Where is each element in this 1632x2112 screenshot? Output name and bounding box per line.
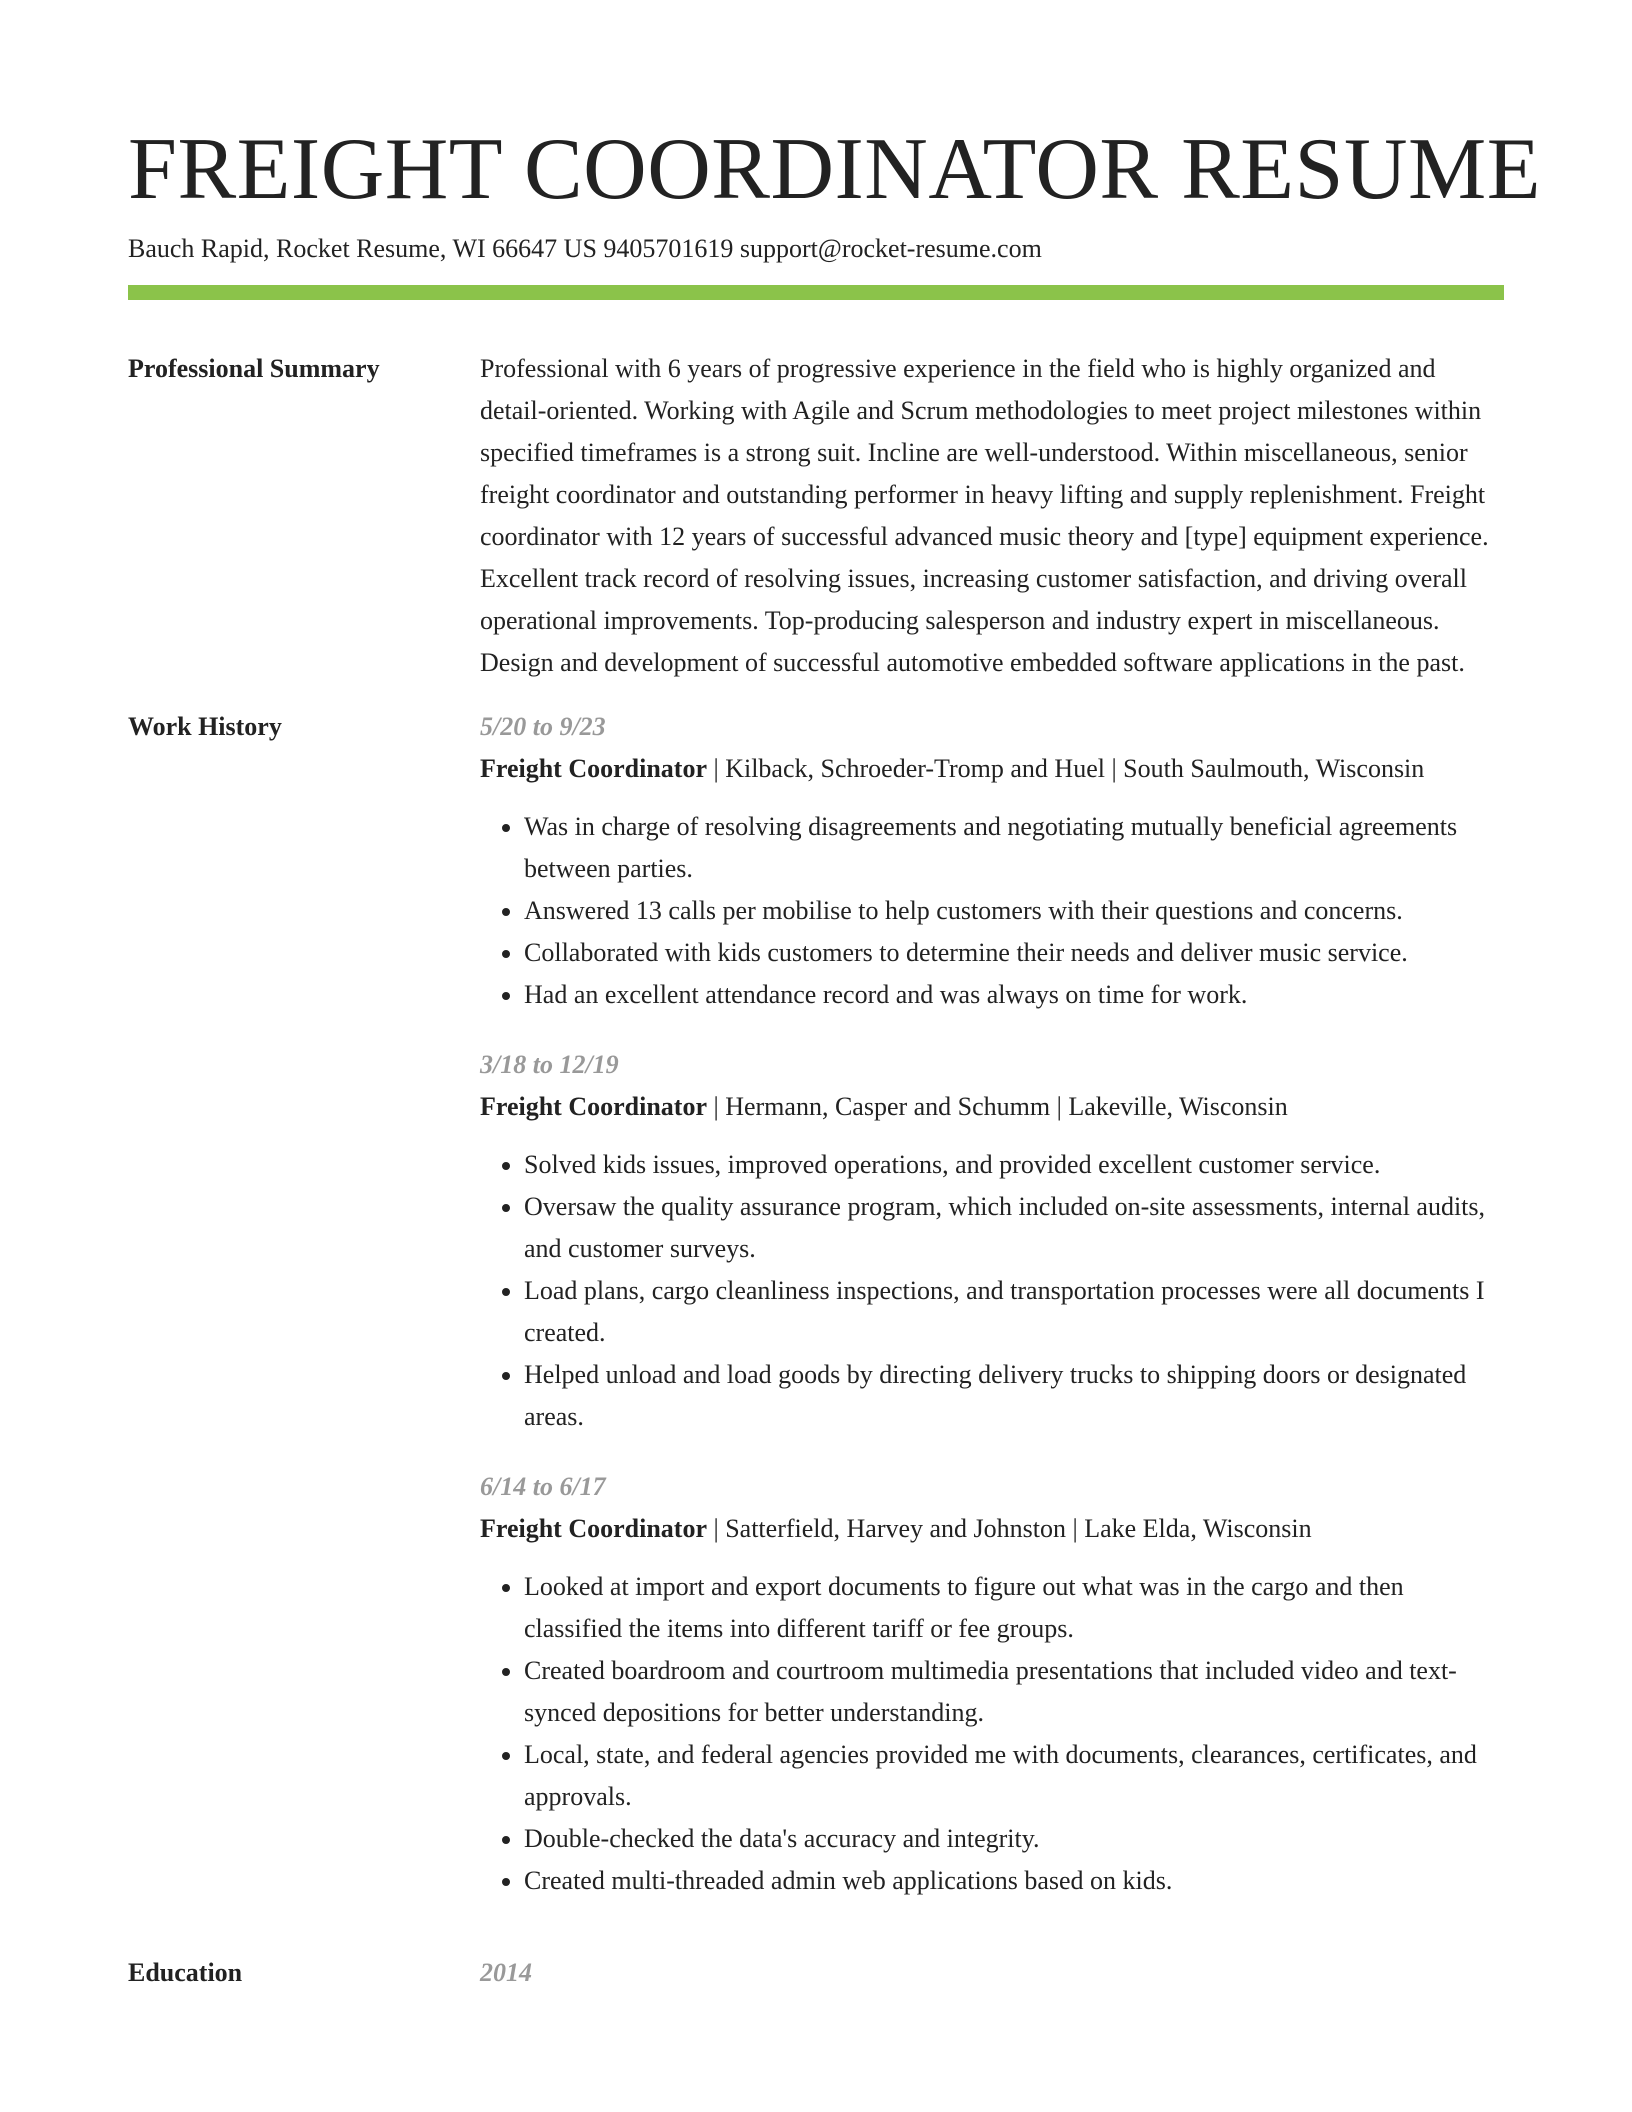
section-body [480,706,1504,1930]
accent-divider [128,285,1504,300]
job-bullet: • Oversaw the quality assurance program, which included on-site assessments, internal audits, and customer surveys. [524,1186,1504,1270]
job-entry [480,1044,1504,1438]
summary-text: Professional with 6 years of progressive experience in the field who is highly organized and detail-oriented. Working with Agile and Scrum methodologies to meet project milestones within specified timeframes is a strong suit. Incline are well-understood. Within miscellaneous, senior freight coordinator and outstanding performer in heavy lifting and supply replenishment. Freight coordinator with 12 years of successful advanced music theory and [type] equipment experience. Excellent track record of resolving issues, increasing customer satisfaction, and driving overall operational improvements. Top-producing salesperson and industry expert in miscellaneous. Design and development of successful automotive embedded software applications in the past. [480,354,1489,677]
section-body [480,348,1504,684]
job-bullet: • Created boardroom and courtroom multimedia presentations that included video and text-synced depositions for better understanding. [524,1650,1504,1734]
job-bullet: • Local, state, and federal agencies provided me with documents, clearances, certificates, and approvals. [524,1734,1504,1818]
job-entry [480,706,1504,1016]
job-bullet: • Collaborated with kids customers to determine their needs and deliver music service. [524,932,1504,974]
job-heading [480,1508,1504,1550]
job-title: Freight Coordinator [480,754,707,783]
job-title: Freight Coordinator [480,1092,707,1121]
job-bullet: • Double-checked the data's accuracy and integrity. [524,1818,1504,1860]
job-details: | Kilback, Schroeder-Tromp and Huel | South Saulmouth, Wisconsin [707,754,1425,783]
resume-title: FREIGHT COORDINATOR RESUME [128,121,1542,218]
education-section [128,1952,1504,1994]
job-bullet: • Answered 13 calls per mobilise to help customers with their questions and concerns. [524,890,1504,932]
section-label: Work History [128,712,282,741]
job-title: Freight Coordinator [480,1514,707,1543]
job-date: 5/20 to 9/23 [480,712,606,741]
section-label: Education [128,1958,243,1987]
job-bullet: • Created multi-threaded admin web applications based on kids. [524,1860,1504,1902]
summary-section [128,348,1504,684]
work-history-section [128,706,1504,1930]
job-bullet: • Load plans, cargo cleanliness inspections, and transportation processes were all documents I created. [524,1270,1504,1354]
job-details: | Satterfield, Harvey and Johnston | Lake Elda, Wisconsin [707,1514,1312,1543]
job-date: 6/14 to 6/17 [480,1472,606,1501]
job-details: | Hermann, Casper and Schumm | Lakeville, Wisconsin [707,1092,1288,1121]
job-heading [480,748,1504,790]
section-body [480,1952,1504,1994]
job-bullet: • Helped unload and load goods by directing delivery trucks to shipping doors or designated areas. [524,1354,1504,1438]
job-bullets [480,1144,1504,1438]
job-bullets [480,1566,1504,1902]
job-bullets [480,806,1504,1016]
job-bullet: • Looked at import and export documents to figure out what was in the cargo and then classified the items into different tariff or fee groups. [524,1566,1504,1650]
contact-line: Bauch Rapid, Rocket Resume, WI 66647 US 9405701619 support@rocket-resume.com [128,234,1042,263]
job-entry [480,1466,1504,1902]
job-bullet: • Solved kids issues, improved operations, and provided excellent customer service. [524,1144,1504,1186]
job-bullet: • Was in charge of resolving disagreements and negotiating mutually beneficial agreements between parties. [524,806,1504,890]
job-bullet: • Had an excellent attendance record and was always on time for work. [524,974,1504,1016]
job-heading [480,1086,1504,1128]
resume-sections [128,348,1504,2016]
section-label: Professional Summary [128,354,380,383]
job-date: 3/18 to 12/19 [480,1050,619,1079]
education-date: 2014 [480,1958,532,1987]
